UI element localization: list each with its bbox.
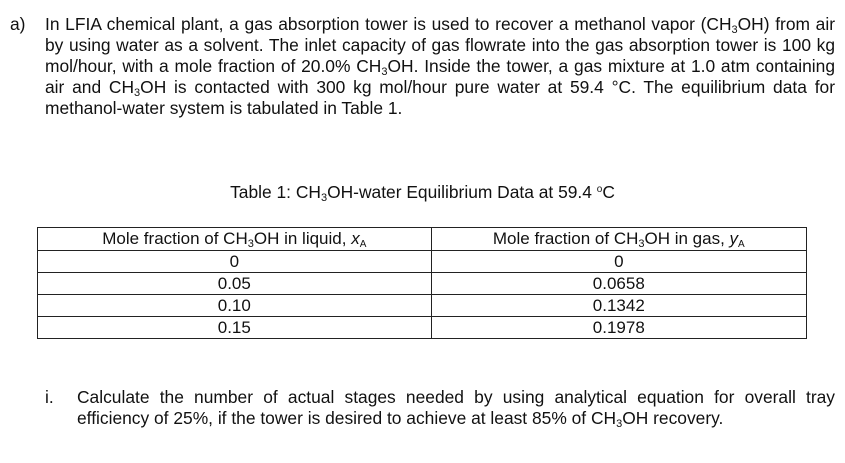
cell-x: 0.15 — [38, 317, 432, 339]
subscript-3: 3 — [731, 24, 738, 36]
cell-x: 0.10 — [38, 295, 432, 317]
equilibrium-table — [37, 227, 807, 339]
cell-y: 0.1978 — [431, 317, 806, 339]
cell-x: 0 — [38, 251, 432, 273]
subquestion-text: Calculate the number of actual stages needed by using analytical equation for overall tray efficiency of 25%, if the tower is desired to achieve at least 85% of $CH_3OH$ recovery. — [77, 387, 835, 430]
cell-x: 0.05 — [38, 273, 432, 295]
table-row — [38, 295, 807, 317]
header-gas: Mole fraction of $CH_3OH$ in gas, yA — [431, 228, 806, 251]
subscript-3: 3 — [381, 66, 388, 78]
table-row — [38, 317, 807, 339]
question-a — [10, 14, 835, 119]
subscript-3: 3 — [134, 87, 141, 99]
question-marker: a) — [10, 14, 26, 34]
cell-y: 0.0658 — [431, 273, 806, 295]
subquestion-marker: i. — [45, 387, 54, 407]
cell-y: 0 — [431, 251, 806, 273]
cell-y: 0.1342 — [431, 295, 806, 317]
header-liquid: Mole fraction of $CH_3OH$ in liquid, xA — [38, 228, 432, 251]
subquestion-i — [45, 387, 835, 429]
table-header-row — [38, 228, 807, 251]
degree-symbol: o — [596, 184, 603, 195]
table-caption: Table 1: $CH_3OH$-water Equilibrium Data at 59.4 $^o$C — [230, 182, 615, 204]
table-row — [38, 251, 807, 273]
table-row — [38, 273, 807, 295]
question-text: In LFIA chemical plant, a gas absorption tower is used to recover a methanol vapor $(CH_3OH)$ from air by using water as a solvent. The inlet capacity of gas flowrate into the gas absorption tower is 100 kg mol/hour, with a mole fraction of 20.0% $CH_3OH$. Inside the tower, a gas mixture at 1.0 atm containing air and $CH_3OH$ is contacted with 300 kg mol/hour pure water at 59.4 °C. The equilibrium data for methanol-water system is tabulated in Table 1. — [45, 14, 836, 118]
